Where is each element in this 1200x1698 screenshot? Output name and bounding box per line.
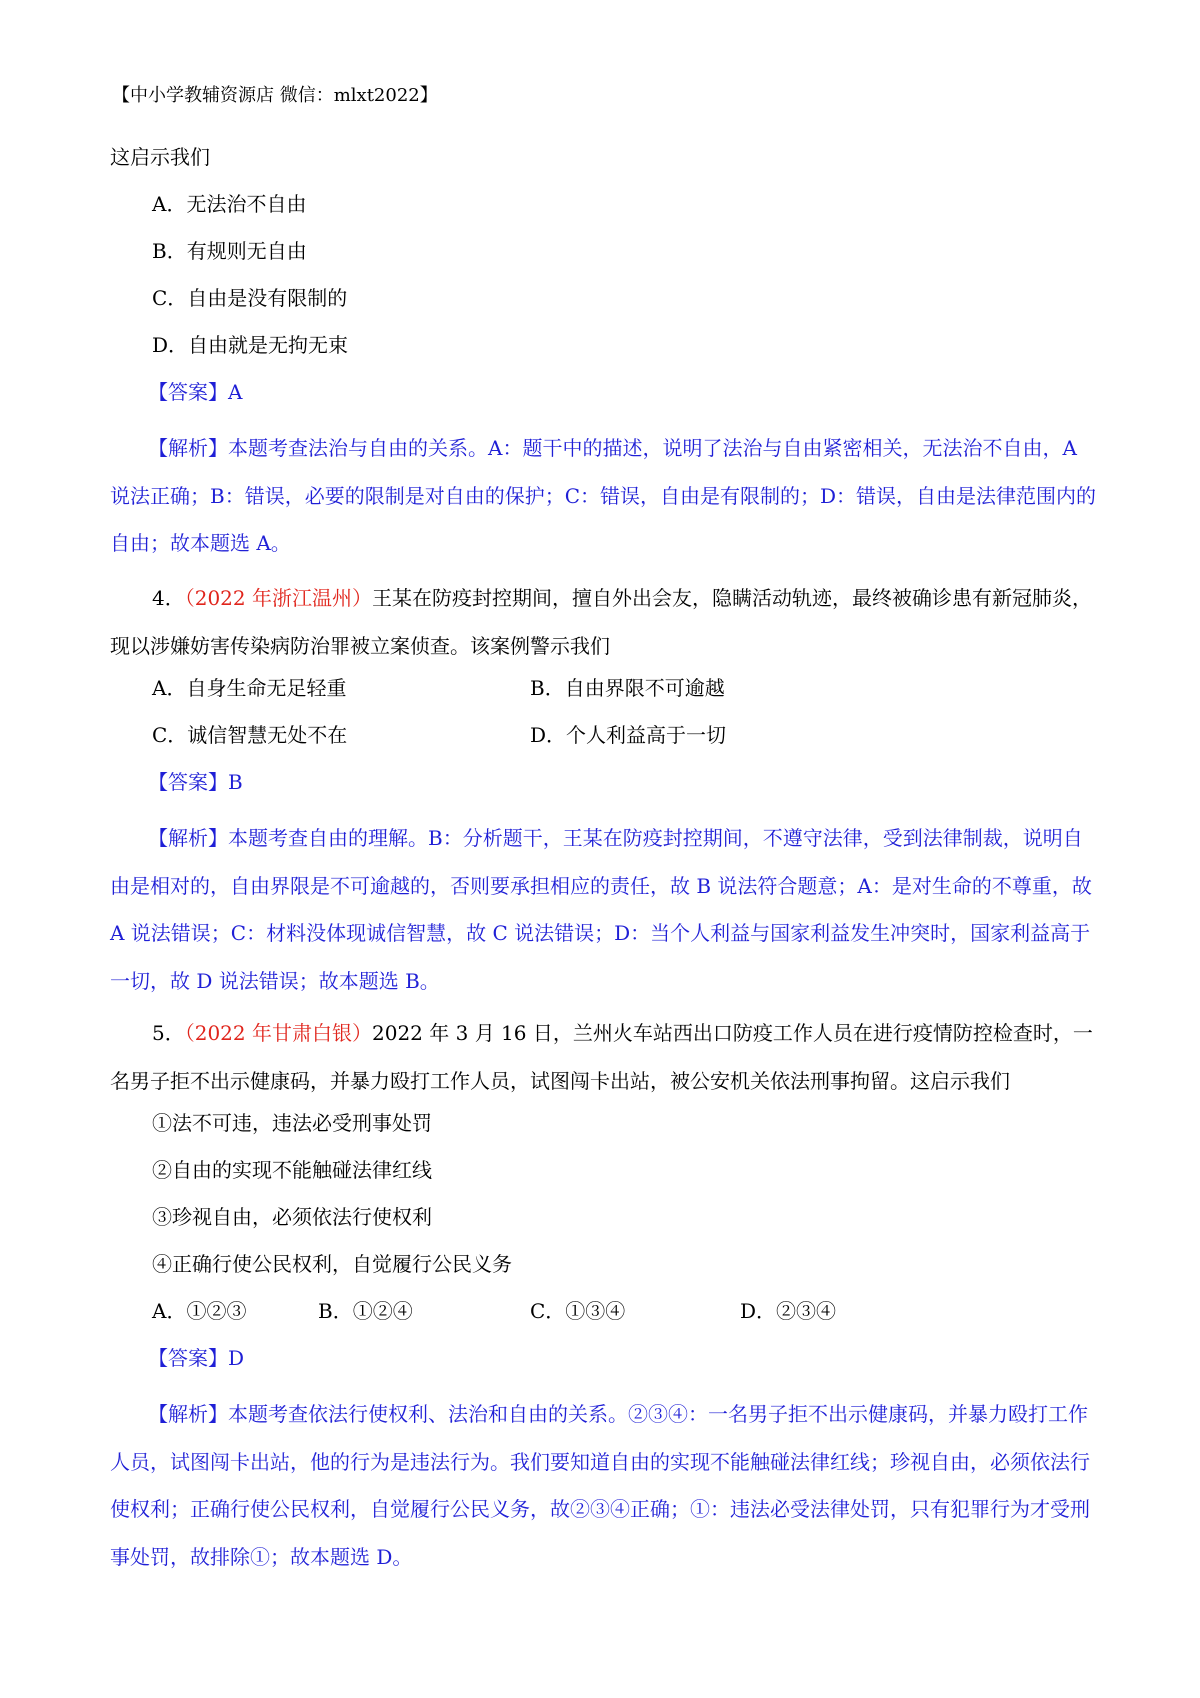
q4-option-a: A．自身生命无足轻重	[152, 676, 347, 700]
q5-option-c: C．①③④	[530, 1299, 626, 1323]
q3-option-a: A．无法治不自由	[152, 192, 307, 216]
q3-answer-label: 【答案】	[148, 380, 228, 404]
q4-option-d: D．个人利益高于一切	[530, 723, 727, 747]
q5-statement-3: ③珍视自由，必须依法行使权利	[152, 1205, 432, 1229]
q4-analysis-label: 【解析】	[148, 826, 228, 850]
q5-answer-label: 【答案】	[148, 1346, 228, 1370]
q4-answer-value: B	[228, 770, 243, 794]
q4-answer-label: 【答案】	[148, 770, 228, 794]
q5-statement-2: ②自由的实现不能触碰法律红线	[152, 1158, 432, 1182]
q3-answer-value: A	[228, 380, 243, 404]
q4-option-b: B．自由界限不可逾越	[530, 676, 725, 700]
q5-analysis-label: 【解析】	[148, 1402, 228, 1426]
q4-stem: 王某在防疫封控期间，擅自外出会友，隐瞒活动轨迹，最终被确诊患有新冠肺炎，现以涉嫌妨害传染病防治罪被立案侦查。该案例警示我们	[110, 586, 1092, 658]
q5-statement-1: ①法不可违，违法必受刑事处罚	[152, 1111, 432, 1135]
q5-analysis	[110, 1391, 1100, 1581]
q3-option-d: D．自由就是无拘无束	[152, 333, 349, 357]
q5-option-d: D．②③④	[740, 1299, 837, 1323]
q3-analysis-label: 【解析】	[148, 436, 228, 460]
q5-option-a: A．①②③	[152, 1299, 247, 1323]
q5-stem: 2022 年 3 月 16 日，兰州火车站西出口防疫工作人员在进行疫情防控检查时，一名男子拒不出示健康码，并暴力殴打工作人员，试图闯卡出站，被公安机关依法刑事拘留。这启示我们	[110, 1021, 1093, 1093]
q5-answer	[148, 1344, 244, 1372]
q4-option-c: C．诚信智慧无处不在	[152, 723, 348, 747]
q3-analysis	[110, 425, 1100, 568]
q4-analysis-text: 本题考查自由的理解。B：分析题干，王某在防疫封控期间，不遵守法律，受到法律制裁，说明自由是相对的，自由界限是不可逾越的，否则要承担相应的责任，故 B 说法符合题意；A：是对生命的不尊重，故 A 说法错误；C：材料没体现诚信智慧，故 C 说法错误；D：当个人利益与国家利益发生冲突时，国家利益高于一切，故 D 说法错误；故本题选 B。	[110, 826, 1092, 993]
q5-number: 5．	[152, 1021, 185, 1045]
q4-source: （2022 年浙江温州）	[184, 586, 372, 610]
q3-analysis-text: 本题考查法治与自由的关系。A：题干中的描述，说明了法治与自由紧密相关，无法治不自由，A 说法正确；B：错误，必要的限制是对自由的保护；C：错误，自由是有限制的；D：错误，自由是法律范围内的自由；故本题选 A。	[110, 436, 1097, 555]
q3-option-b: B．有规则无自由	[152, 239, 307, 263]
q5-source: （2022 年甘肃白银）	[184, 1021, 372, 1045]
q5-answer-value: D	[228, 1346, 245, 1370]
q5-analysis-text: 本题考查依法行使权利、法治和自由的关系。②③④：一名男子拒不出示健康码，并暴力殴打工作人员，试图闯卡出站，他的行为是违法行为。我们要知道自由的实现不能触碰法律红线；珍视自由，必须依法行使权利；正确行使公民权利，自觉履行公民义务，故②③④正确；①：违法必受法律处罚，只有犯罪行为才受刑事处罚，故排除①；故本题选 D。	[110, 1402, 1090, 1569]
q5-statement-4: ④正确行使公民权利，自觉履行公民义务	[152, 1252, 512, 1276]
q5-option-b: B．①②④	[318, 1299, 413, 1323]
q5-stem-block	[110, 1010, 1100, 1105]
q3-answer	[148, 378, 242, 406]
q3-stem: 这启示我们	[110, 145, 210, 169]
q4-number: 4．	[152, 586, 185, 610]
q3-option-c: C．自由是没有限制的	[152, 286, 348, 310]
q4-answer	[148, 768, 243, 796]
q4-analysis	[110, 815, 1100, 1005]
page-header: 【中小学教辅资源店 微信：mlxt2022】	[112, 85, 438, 106]
q4-stem-block	[110, 575, 1100, 670]
